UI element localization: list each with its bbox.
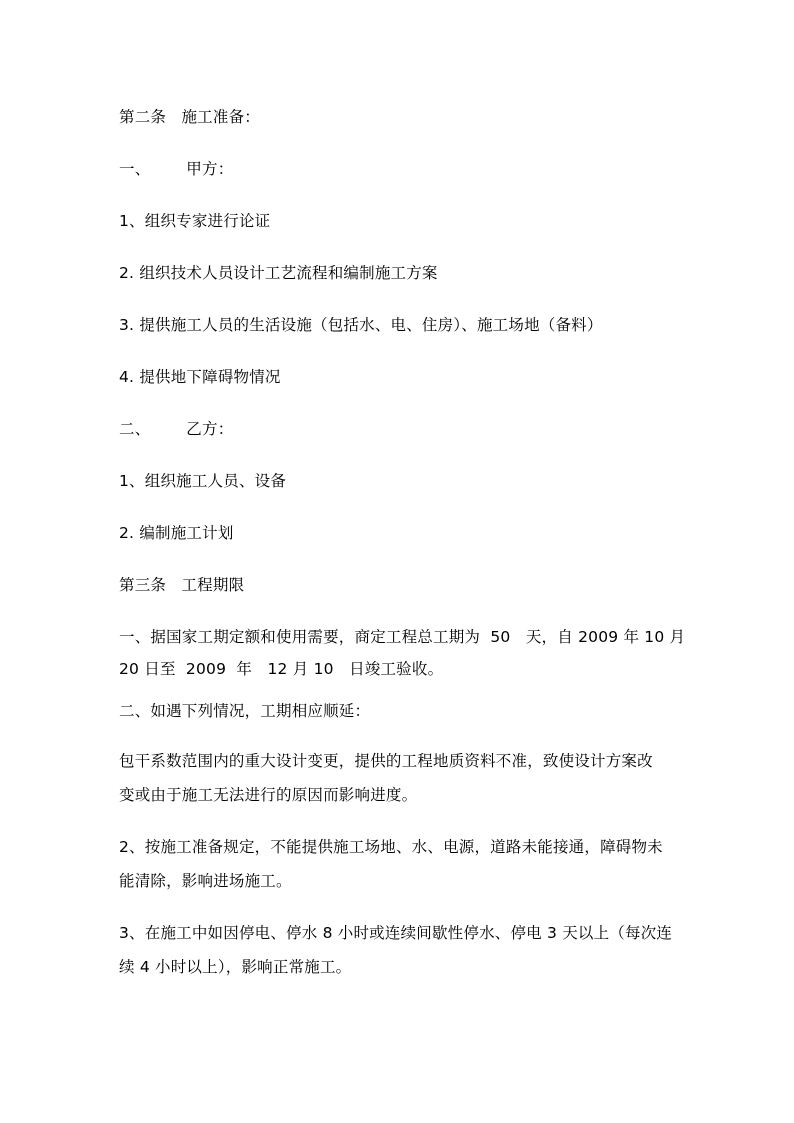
party-a-item-3: 3. 提供施工人员的生活设施（包括水、电、住房）、施工场地（备料） (119, 316, 603, 334)
condition-1-line-2: 变或由于施工无法进行的原因而影响进度。 (119, 786, 418, 804)
schedule-paragraph-line-2: 20 日至 2009 年 12 月 10 日竣工验收。 (119, 660, 444, 678)
condition-2-line-1: 2、按施工准备规定，不能提供施工场地、水、电源，道路未能接通，障碍物未 (119, 838, 663, 856)
condition-2-line-2: 能清除，影响进场施工。 (119, 872, 292, 890)
party-b-heading: 二、 乙方： (119, 420, 234, 438)
party-b-item-1: 1、组织施工人员、设备 (119, 472, 287, 490)
condition-1-line-1: 包干系数范围内的重大设计变更，提供的工程地质资料不准，致使设计方案改 (119, 752, 653, 770)
party-a-heading: 一、 甲方： (119, 160, 234, 178)
party-a-item-4: 4. 提供地下障碍物情况 (119, 368, 281, 386)
schedule-paragraph-line-1: 一、据国家工期定额和使用需要，商定工程总工期为 50 天，自 2009 年 10 月 (119, 628, 686, 646)
article-2-heading: 第二条 施工准备： (119, 108, 260, 126)
condition-3-line-1: 3、在施工中如因停电、停水 8 小时或连续间歇性停水、停电 3 天以上（每次连 (119, 924, 673, 942)
condition-3-line-2: 续 4 小时以上），影响正常施工。 (119, 958, 352, 976)
party-a-item-2: 2. 组织技术人员设计工艺流程和编制施工方案 (119, 264, 438, 282)
extension-intro: 二、如遇下列情况，工期相应顺延： (119, 702, 371, 720)
party-a-item-1: 1、组织专家进行论证 (119, 212, 271, 230)
article-3-heading: 第三条 工程期限 (119, 576, 245, 594)
party-b-item-2: 2. 编制施工计划 (119, 524, 234, 542)
